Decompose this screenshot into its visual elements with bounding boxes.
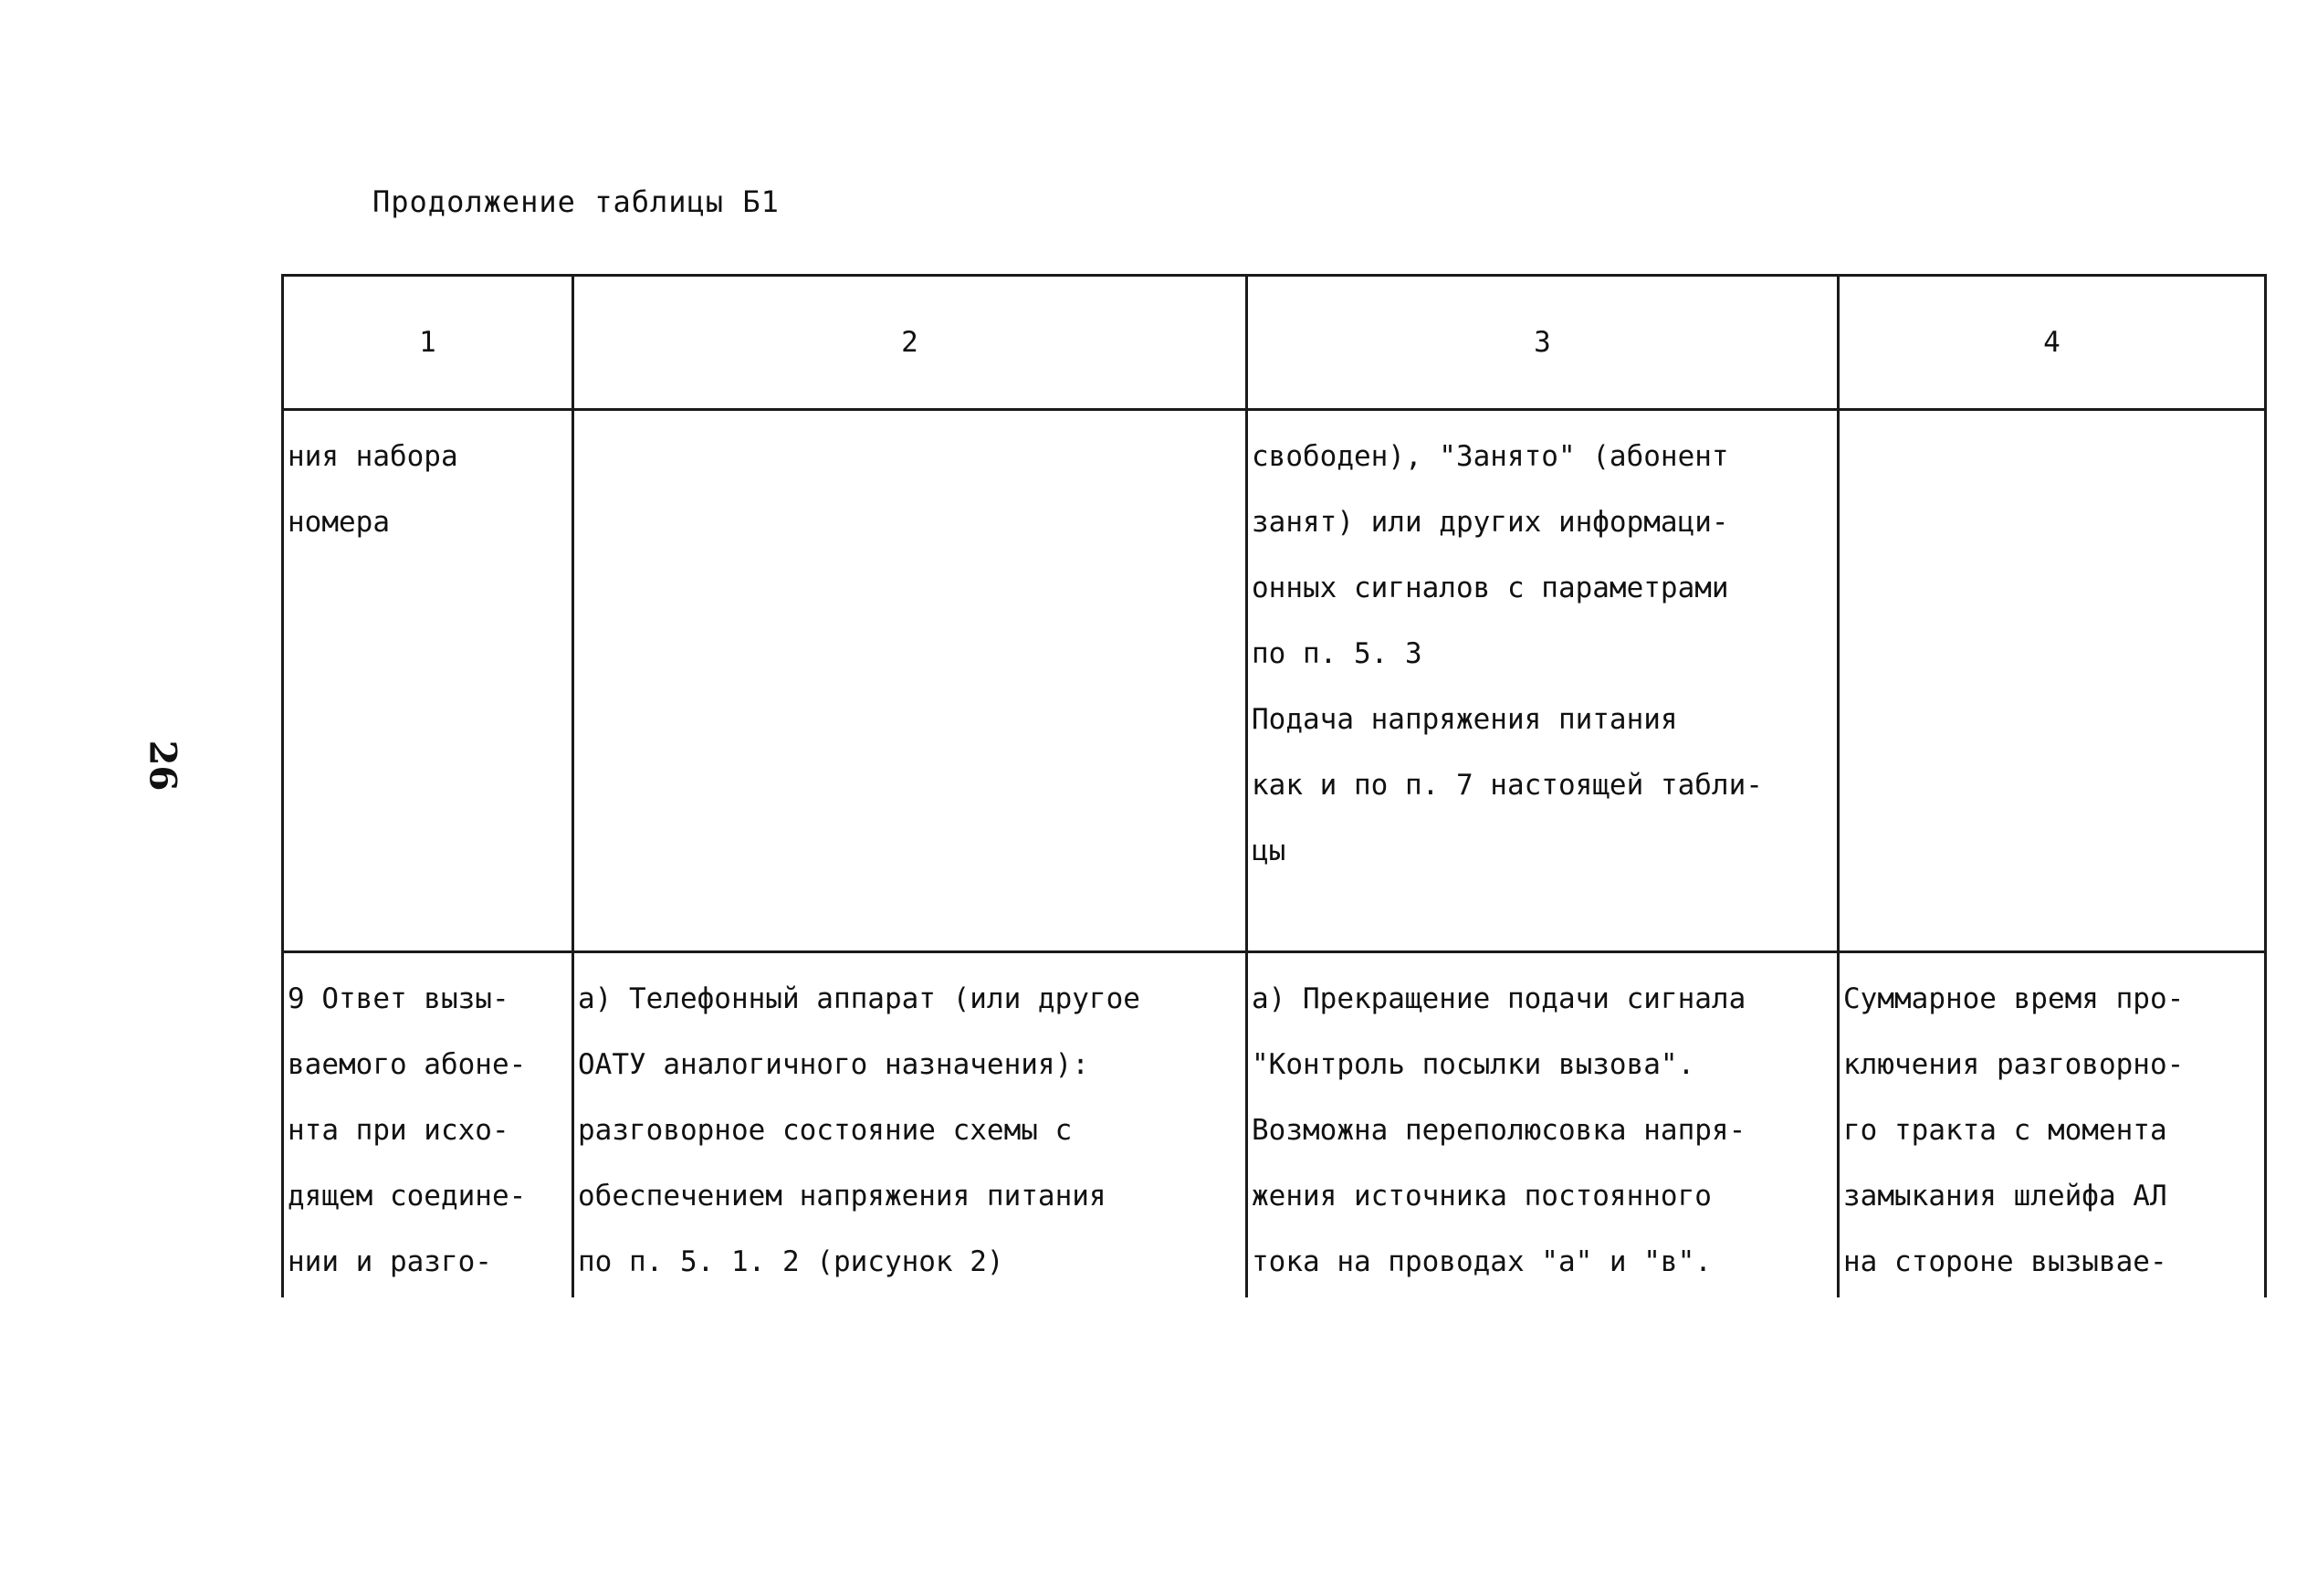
table-caption: Продолжение таблицы Б1 — [372, 184, 780, 219]
table-cell: а) Телефонный аппарат (или другое ОАТУ аналогичного назначения): разговорное состояние схемы с обеспечением напряжения питания по п. 5. 1. 2 (рисунок 2) — [573, 952, 1247, 1298]
table-cell — [1839, 410, 2266, 952]
table-cell: свободен), "Занято" (абонент занят) или других информаци- онных сигналов с параметрами по п. 5. 3 Подача напряжения питания как и по п. 7 настоящей табли- цы — [1247, 410, 1839, 952]
column-header-1: 1 — [283, 276, 573, 410]
table-cell: 9 Ответ вызы- ваемого абоне- нта при исхо- дящем соедине- нии и разго- — [283, 952, 573, 1298]
table-row — [283, 410, 2266, 952]
table-header-row — [283, 276, 2266, 410]
table-cell — [573, 410, 1247, 952]
table-cell: а) Прекращение подачи сигнала "Контроль посылки вызова". Возможна переполюсовка напря- жения источника постоянного тока на проводах "а" и "в". — [1247, 952, 1839, 1298]
table-cell: ния набора номера — [283, 410, 573, 952]
column-header-4: 4 — [1839, 276, 2266, 410]
page-number: 26 — [141, 740, 184, 792]
column-header-2: 2 — [573, 276, 1247, 410]
document-table — [281, 274, 2267, 1297]
table-cell: Суммарное время про- ключения разговорно- го тракта с момента замыкания шлейфа АЛ на стороне вызывае- — [1839, 952, 2266, 1298]
column-header-3: 3 — [1247, 276, 1839, 410]
table-row — [283, 952, 2266, 1298]
